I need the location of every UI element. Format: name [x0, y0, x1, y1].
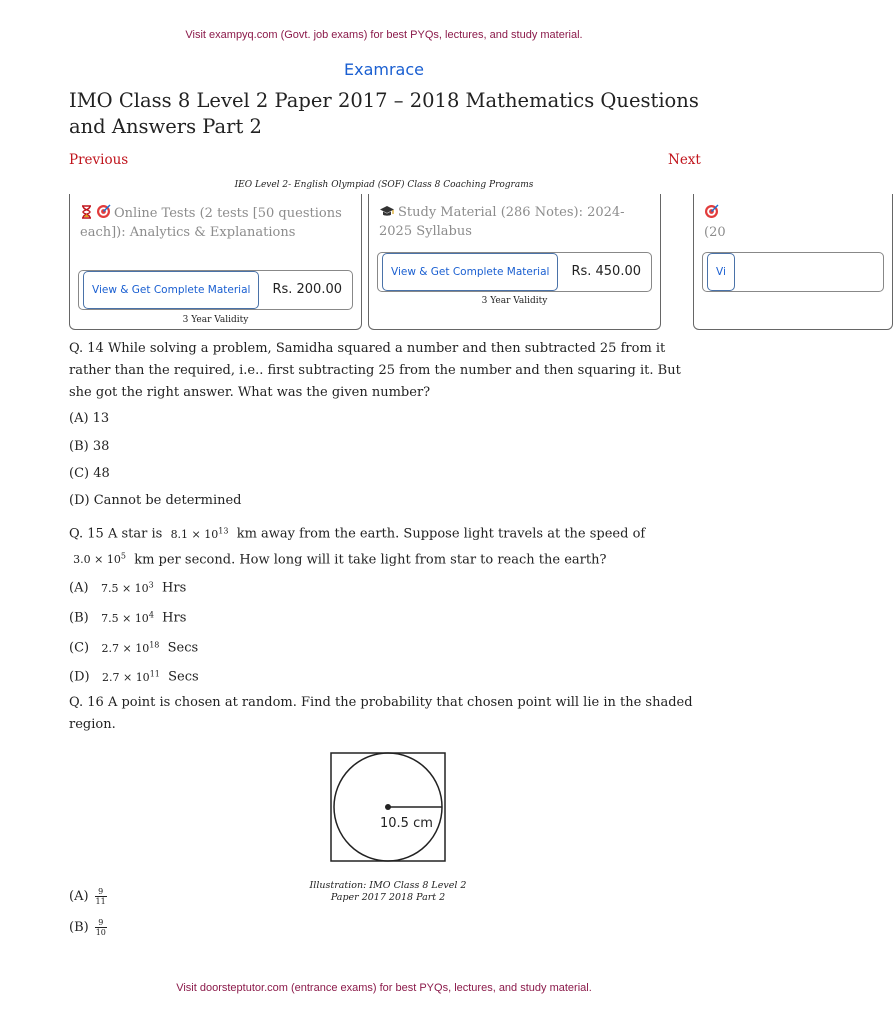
radius-label: 10.5 cm — [380, 816, 433, 831]
bottom-promo-banner[interactable]: Visit doorsteptutor.com (entrance exams) for best PYQs, lectures, and study material. — [176, 982, 592, 994]
graduation-cap-icon — [379, 205, 395, 223]
purchase-row — [377, 252, 652, 292]
page-title: IMO Class 8 Level 2 Paper 2017 – 2018 Mathematics Questions and Answers Part 2 — [69, 89, 699, 138]
card-title: Online Tests (2 tests [50 questions each]): Analytics & Explanations — [80, 206, 342, 240]
option-a: (A) $\frac{9}{11}$ — [69, 887, 106, 906]
hourglass-icon — [80, 205, 93, 224]
view-complete-material-button[interactable]: Vi — [707, 253, 735, 291]
site-name[interactable]: Examrace — [344, 60, 424, 79]
price: Rs. 450.00 — [571, 264, 641, 279]
option-b: (B) $\frac{9}{10}$ — [69, 918, 106, 937]
question-text: Q. 14 While solving a problem, Samidha squared a number and then subtracted 25 from it rather than the required, i.e.. first subtracting 25 from the number and then squaring it. But she got the right answer. What was the given number? — [69, 341, 681, 400]
ad-caption: IEO Level 2- English Olympiad (SOF) Class 8 Coaching Programs — [234, 180, 534, 190]
fraction: $\frac{9}{10}$ — [95, 918, 106, 937]
question-16 — [69, 692, 701, 736]
purchase-row — [78, 270, 353, 310]
card-heading — [704, 204, 882, 241]
option-b: (B) 38 — [69, 439, 110, 454]
target-icon — [704, 204, 719, 224]
figure-caption: Illustration: IMO Class 8 Level 2 Paper 2017 2018 Part 2 — [309, 880, 467, 903]
option-d: (D) $2.7 \times 10^{11}$ Secs — [69, 669, 199, 685]
fraction: $\frac{9}{11}$ — [95, 887, 106, 906]
card-heading — [80, 204, 351, 241]
previous-link[interactable]: Previous — [69, 152, 129, 168]
center-point — [385, 804, 391, 810]
option-c: (C) $2.7 \times 10^{18}$ Secs — [69, 640, 199, 656]
validity-text: 3 Year Validity — [182, 315, 249, 325]
course-card-online-tests — [69, 194, 362, 330]
circle-in-square-figure — [330, 752, 446, 862]
course-card-study-material — [368, 194, 661, 330]
option-a: (A) $7.5 \times 10^3$ Hrs — [69, 580, 187, 596]
distance-value: $8.1 \times 10^{13}$ — [170, 526, 229, 541]
question-text: Q. 15 A star is — [69, 526, 163, 542]
view-complete-material-button[interactable]: View & Get Complete Material — [382, 253, 558, 291]
next-link[interactable]: Next — [668, 152, 701, 168]
validity-text: 3 Year Validity — [481, 296, 548, 306]
top-promo-banner[interactable]: Visit exampyq.com (Govt. job exams) for best PYQs, lectures, and study material. — [185, 29, 583, 41]
course-card-partial — [693, 194, 893, 330]
price: Rs. 200.00 — [272, 282, 342, 297]
speed-value: $3.0 \times 10^5$ — [73, 551, 126, 567]
option-d: (D) Cannot be determined — [69, 493, 242, 508]
view-complete-material-button[interactable]: View & Get Complete Material — [83, 271, 259, 309]
option-b: (B) $7.5 \times 10^4$ Hrs — [69, 610, 187, 626]
option-a: (A) 13 — [69, 411, 110, 426]
purchase-row — [702, 252, 884, 292]
card-title: (20 — [704, 225, 726, 240]
card-title: Study Material (286 Notes): 2024-2025 Syllabus — [379, 205, 625, 239]
card-heading — [379, 204, 650, 240]
question-14 — [69, 338, 701, 404]
question-text: Q. 16 A point is chosen at random. Find the probability that chosen point will lie in the shaded region. — [69, 695, 693, 732]
option-c: (C) 48 — [69, 466, 110, 481]
target-icon — [96, 204, 111, 224]
question-text: km per second. How long will it take light from star to reach the earth? — [134, 552, 607, 568]
question-text: km away from the earth. Suppose light travels at the speed of — [236, 526, 646, 542]
course-cards — [69, 194, 726, 334]
question-15 — [69, 520, 701, 571]
